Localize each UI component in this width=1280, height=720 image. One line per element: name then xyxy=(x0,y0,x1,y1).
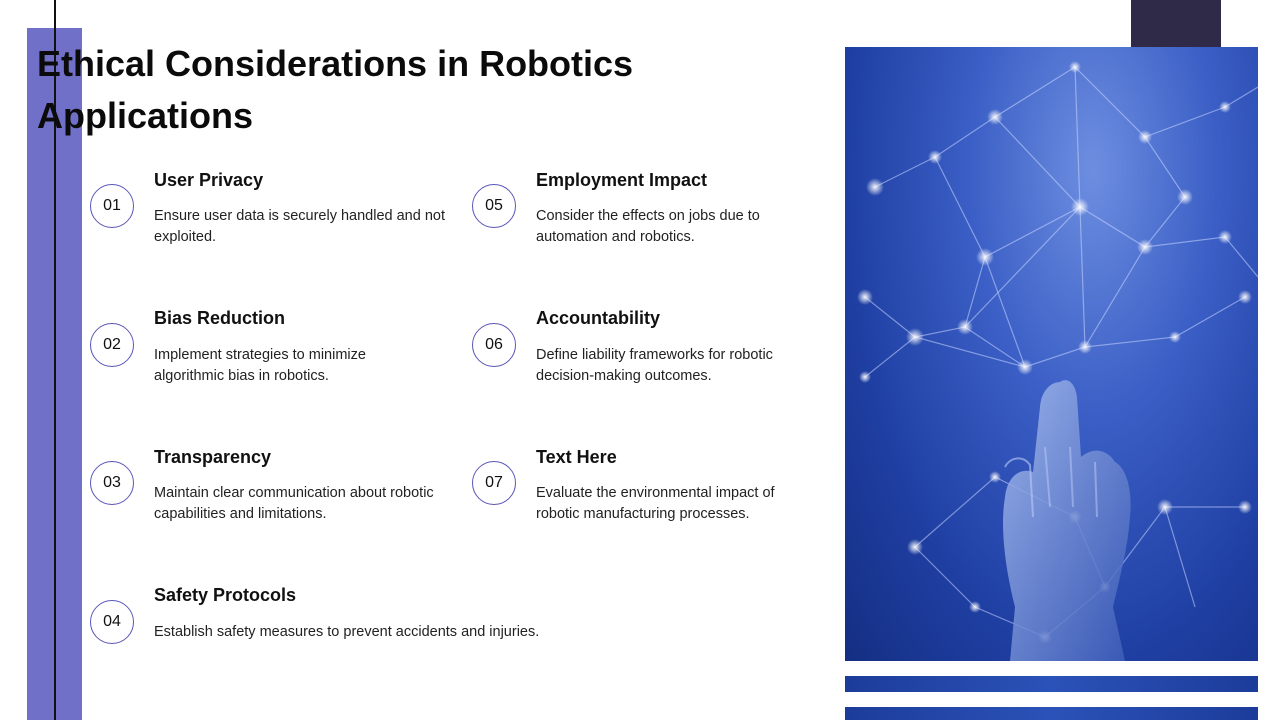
item-description: Establish safety measures to prevent accidents and injuries. xyxy=(154,624,540,640)
slide-title: Ethical Considerations in Robotics Applications xyxy=(37,43,634,136)
number-circle: 04 xyxy=(90,600,134,644)
photo-strip-1 xyxy=(845,676,1258,692)
number-circle: 07 xyxy=(472,461,516,505)
item-title: Employment Impact xyxy=(536,170,708,190)
item-title: Transparency xyxy=(154,447,272,467)
item-title: Text Here xyxy=(536,447,617,467)
item-title: Safety Protocols xyxy=(154,585,297,605)
number-circle: 03 xyxy=(90,461,134,505)
number-circle: 01 xyxy=(90,184,134,228)
item-title: Bias Reduction xyxy=(154,308,286,328)
item-description: Consider the effects on jobs due to automation and robotics. xyxy=(536,208,760,245)
number-circle: 06 xyxy=(472,323,516,367)
photo-strip-2 xyxy=(845,707,1258,720)
network-graphic xyxy=(845,47,1258,661)
number-circle: 02 xyxy=(90,323,134,367)
item-description: Evaluate the environmental impact of robotic manufacturing processes. xyxy=(536,485,775,522)
item-title: Accountability xyxy=(536,308,661,328)
item-description: Maintain clear communication about robotic capabilities and limitations. xyxy=(154,485,434,522)
number-circle: 05 xyxy=(472,184,516,228)
item-description: Implement strategies to minimize algorithmic bias in robotics. xyxy=(154,347,366,384)
robot-hand-network-photo xyxy=(845,47,1258,661)
robot-hand-shape xyxy=(1003,380,1131,661)
item-title: User Privacy xyxy=(154,170,264,190)
item-description: Ensure user data is securely handled and not exploited. xyxy=(154,208,445,245)
top-dark-block xyxy=(1131,0,1221,47)
item-description: Define liability frameworks for robotic decision-making outcomes. xyxy=(536,347,773,384)
